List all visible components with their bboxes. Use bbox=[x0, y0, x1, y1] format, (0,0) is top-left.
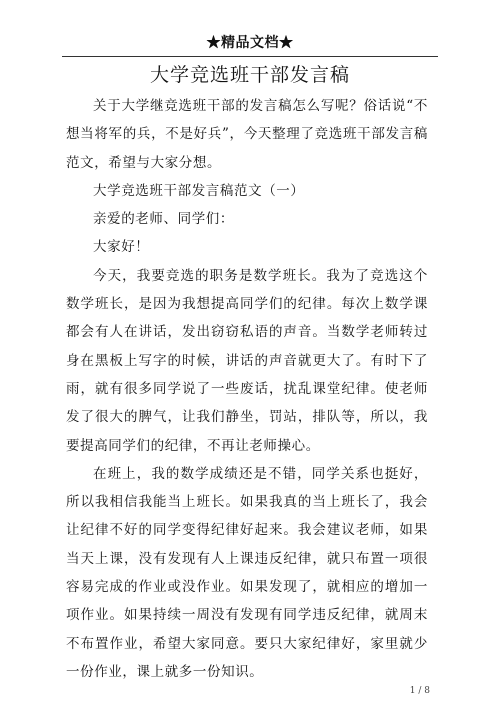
salutation: 亲爱的老师、同学们： bbox=[93, 211, 234, 228]
header-divider bbox=[62, 56, 438, 57]
body-paragraph: 今天，我要竞选的职务是数学班长。我为了竞选这个数学班长，是因为我想提高同学们的纪律。每次上数学课都会有人在讲话，发出窃窃私语的声音。当数学老师转过身在黑板上写字的时候，讲话的声音就更大了。有时下了雨，就有很多同学说了一些废话，扰乱课堂纪律。使老师发了很大的脾气，让我们静坐，罚站，排队等，所以，我要提高同学们的纪律，不再让老师操心。 bbox=[66, 267, 428, 454]
intro-paragraph: 关于大学继竞选班干部的发言稿怎么写呢？俗话说“不想当将军的兵，不是好兵”，今天整理了竞选班干部发言稿范文，希望与大家分想。 bbox=[66, 98, 428, 171]
header-banner: ★精品文档★ bbox=[206, 35, 294, 51]
greeting: 大家好！ bbox=[93, 239, 150, 256]
document-title: 大学竞选班干部发言稿 bbox=[149, 64, 350, 86]
section-heading: 大学竞选班干部发言稿范文（一） bbox=[93, 182, 305, 199]
body-paragraph: 在班上，我的数学成绩还是不错，同学关系也挺好，所以我相信我能当上班长。如果我真的当上班长了，我会让纪律不好的同学变得纪律好起来。我会建议老师，如果当天上课，没有发现有人上课违反纪律，就只布置一项很容易完成的作业或没作业。如果发现了，就相应的增加一项作业。如果持续一周没有发现有同学违反纪律，就周末不布置作业，希望大家同意。要只大家纪律好，家里就少一份作业，课上就多一份知识。 bbox=[66, 465, 428, 680]
page-number: 1 / 8 bbox=[409, 686, 430, 696]
document-body bbox=[66, 92, 428, 686]
